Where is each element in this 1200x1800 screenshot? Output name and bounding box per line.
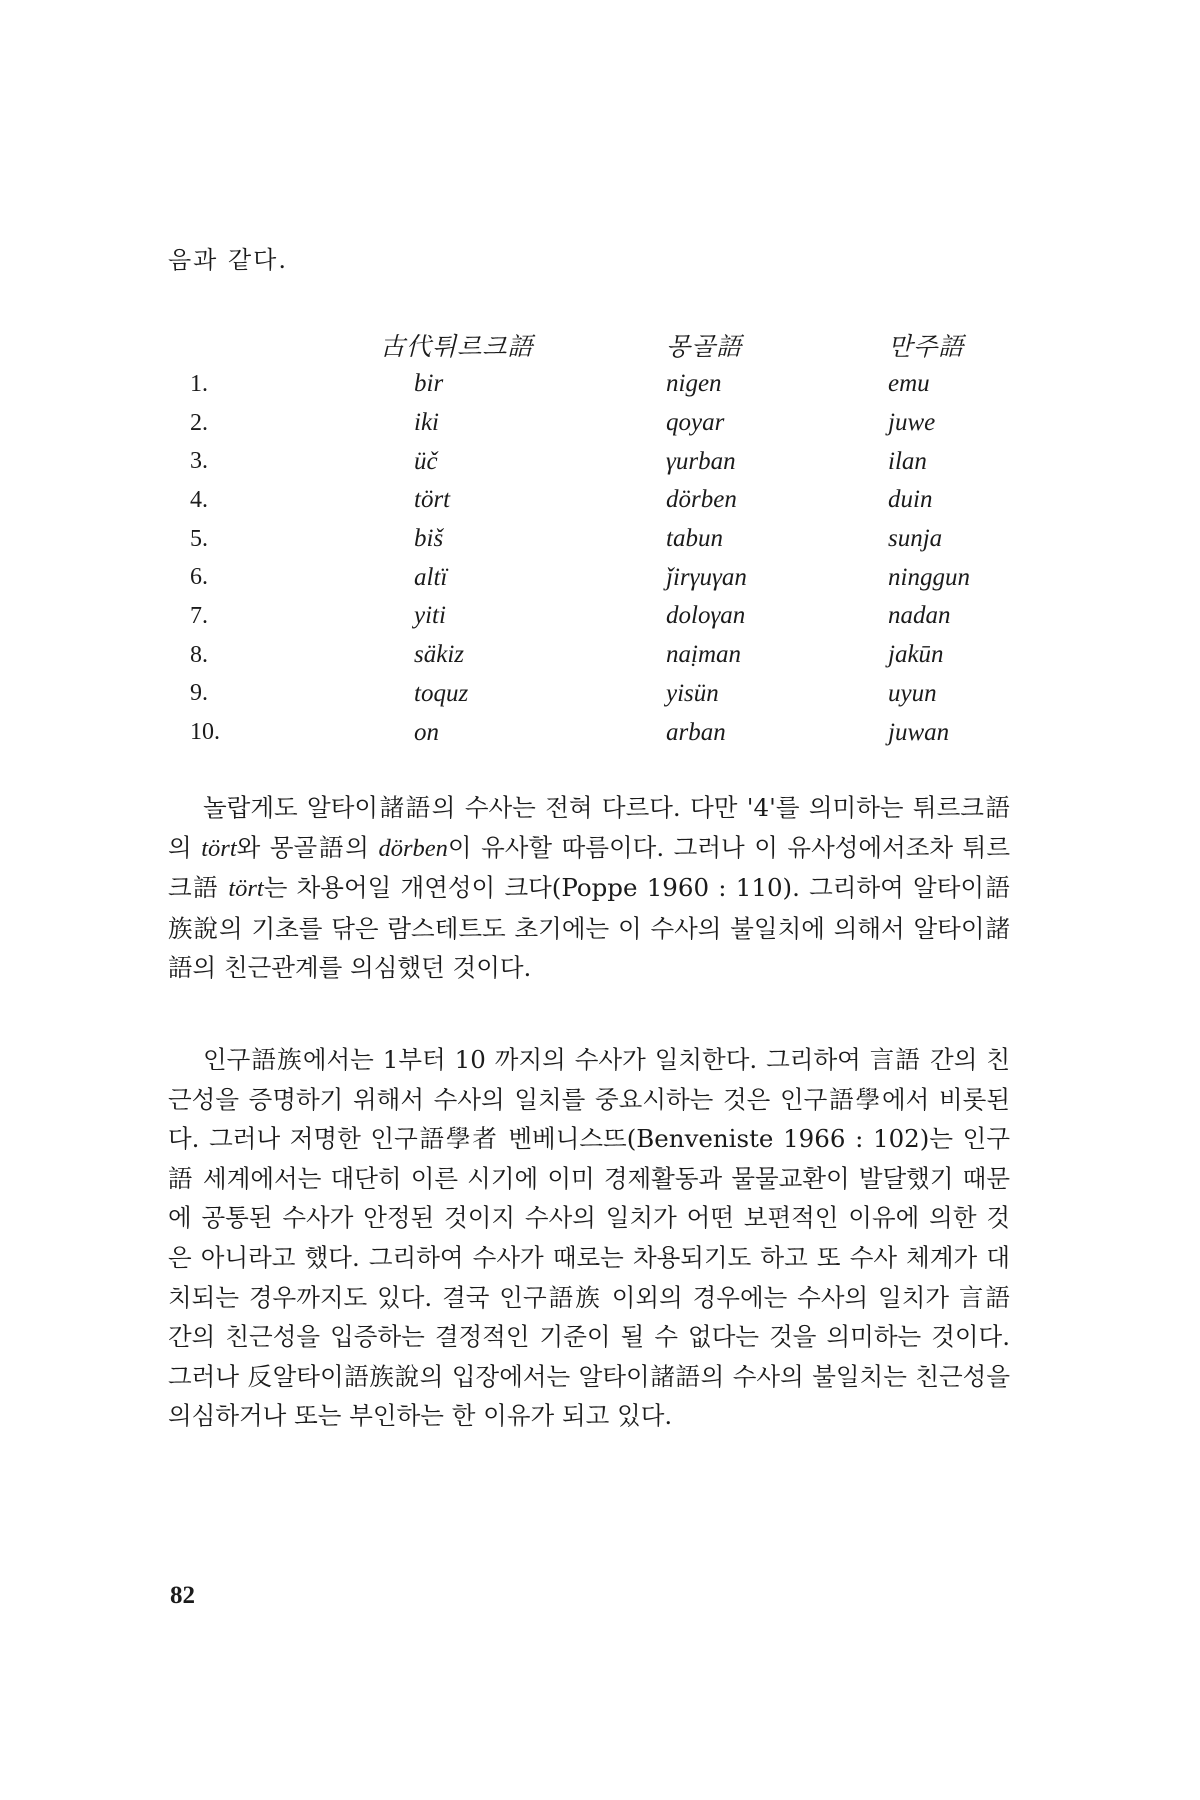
header-blank [190, 325, 310, 365]
header-manchu: 만주語 [888, 332, 965, 361]
old-turkic-cell: biš [414, 525, 444, 553]
table-row [190, 597, 1088, 636]
word-tort: tört [201, 834, 237, 862]
manchu-cell: juwe [888, 409, 936, 437]
numeral-comparison-table [190, 325, 1088, 752]
old-turkic-cell: üč [414, 447, 438, 475]
table-row [190, 713, 1088, 752]
row-number: 9. [190, 680, 208, 707]
row-number: 1. [190, 370, 208, 397]
manchu-cell: sunja [888, 525, 943, 553]
mongolian-cell: dörben [666, 486, 737, 514]
manchu-cell: duin [888, 486, 933, 514]
paragraph-1-text-a: 놀랍게도 알타이諸語의 수사는 전혀 다르다. 다만 '4'를 의미하는 튀르크語의 [168, 793, 1010, 862]
table-header-row [190, 325, 1088, 365]
mongolian-cell: ǰirγuγan [666, 563, 747, 591]
mongolian-cell: qoyar [666, 409, 725, 437]
mongolian-cell: arban [666, 718, 726, 746]
table-row [190, 558, 1088, 597]
mongolian-cell: naịman [666, 641, 741, 669]
table-row [190, 636, 1088, 675]
table-row [190, 365, 1088, 404]
table-row [190, 404, 1088, 443]
old-turkic-cell: tört [414, 486, 451, 514]
row-number: 6. [190, 564, 208, 591]
paragraph-1 [168, 788, 1010, 988]
old-turkic-cell: on [414, 718, 439, 746]
row-number: 4. [190, 486, 208, 513]
mongolian-cell: tabun [666, 525, 723, 553]
manchu-cell: juwan [888, 718, 950, 746]
word-dorben: dörben [378, 834, 448, 862]
paragraph-1-text-c: 이 유사할 따름이다. 그러나 이 유사성에서조차 튀르크語 [168, 832, 1010, 903]
mongolian-cell: doloγan [666, 602, 746, 630]
table-row [190, 481, 1088, 520]
manchu-cell: ilan [888, 447, 927, 475]
manchu-cell: uyun [888, 679, 937, 707]
old-turkic-cell: altï [414, 563, 448, 591]
paragraph-2: 인구語族에서는 1부터 10 까지의 수사가 일치한다. 그리하여 言語 간의 친근성을 증명하기 위해서 수사의 일치를 중요시하는 것은 인구語學에서 비롯된다. 그러나 저명한 인구語學者 벤베니스뜨(Benveniste 1966 : 102)는 인구語 세계에서는 대단히 이른 시기에 이미 경제활동과 물물교환이 발달했기 때문에 공통된 수사가 안정된 것이지 수사의 일치가 어떤 보편적인 이유에 의한 것은 아니라고 했다. 그리하여 수사가 때로는 차용되기도 하고 또 수사 체계가 대치되는 경우까지도 있다. 결국 인구語族 이외의 경우에는 수사의 일치가 言語 간의 친근성을 입증하는 결정적인 기준이 될 수 없다는 것을 의미하는 것이다. 그러나 反알타이語族說의 입장에서는 알타이諸語의 수사의 불일치는 친근성을 의심하거나 또는 부인하는 한 이유가 되고 있다. [168, 1045, 1010, 1431]
table-row [190, 675, 1088, 714]
row-number: 3. [190, 448, 208, 475]
old-turkic-cell: toquz [414, 679, 469, 707]
old-turkic-cell: säkiz [414, 641, 464, 669]
old-turkic-cell: bir [414, 370, 444, 398]
table-row [190, 520, 1088, 559]
manchu-cell: jakūn [888, 641, 944, 669]
manchu-cell: nadan [888, 602, 951, 630]
row-number: 8. [190, 641, 208, 668]
mongolian-cell: nigen [666, 370, 722, 398]
manchu-cell: emu [888, 370, 930, 398]
manchu-cell: ninggun [888, 563, 970, 591]
row-number: 5. [190, 525, 208, 552]
row-number: 10. [190, 719, 220, 746]
old-turkic-cell: yiti [414, 602, 446, 630]
table-row [190, 442, 1088, 481]
row-number: 7. [190, 602, 208, 629]
row-number: 2. [190, 409, 208, 436]
word-tort-2: tört [228, 875, 264, 903]
intro-line: 음과 같다. [168, 246, 288, 274]
mongolian-cell: γurban [666, 447, 736, 475]
old-turkic-cell: iki [414, 409, 439, 437]
page-number: 82 [170, 1582, 195, 1609]
header-old-turkic: 古代튀르크語 [380, 332, 534, 361]
mongolian-cell: yisün [666, 679, 719, 707]
header-mongolian: 몽골語 [666, 332, 743, 361]
paragraph-1-text-d: 는 차용어일 개연성이 크다(Poppe 1960 : 110). 그리하여 알타이語族說의 기초를 닦은 람스테트도 초기에는 이 수사의 불일치에 의해서 알타이諸語의 친근관계를 의심했던 것이다. [168, 873, 1010, 983]
paragraph-1-text-b: 와 몽골語의 [236, 832, 379, 862]
